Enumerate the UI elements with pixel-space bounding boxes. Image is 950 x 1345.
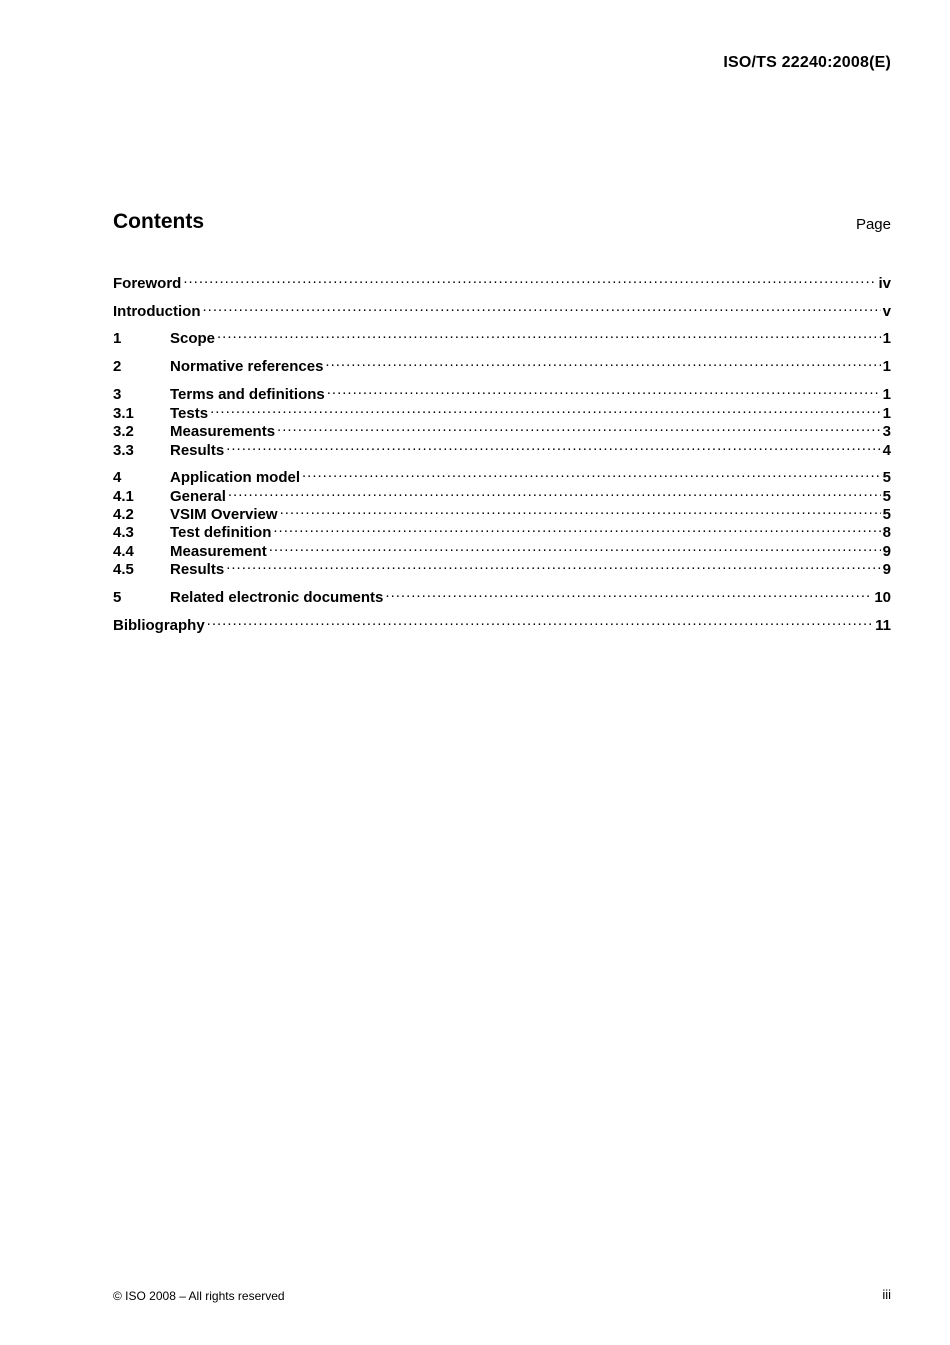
toc-entry-page: v <box>882 303 891 320</box>
toc-entry-page: 1 <box>882 405 891 422</box>
toc-entry-title: Bibliography <box>113 617 205 634</box>
toc-entry[interactable] <box>113 399 891 422</box>
toc-entry-page: iv <box>878 275 891 292</box>
toc-entry-number: 4.2 <box>113 506 134 523</box>
toc-entry-number: 3.1 <box>113 405 134 422</box>
toc-entry-page: 9 <box>882 561 891 578</box>
toc-entry[interactable] <box>113 352 891 375</box>
toc-entry[interactable] <box>113 297 891 320</box>
toc-entry-page: 11 <box>875 617 891 634</box>
toc-entry-page: 9 <box>882 543 891 560</box>
toc-entry-page: 4 <box>882 442 891 459</box>
toc-entry[interactable] <box>113 611 891 634</box>
toc-entry-page: 5 <box>882 469 891 486</box>
toc-dot-leader <box>226 436 880 455</box>
contents-heading: Contents <box>113 210 204 233</box>
toc-dot-leader <box>207 611 873 630</box>
toc-dot-leader <box>269 537 881 556</box>
toc-entry-page: 1 <box>882 330 891 347</box>
toc-entry-title: VSIM Overview <box>170 506 278 523</box>
toc-entry-number: 4.3 <box>113 524 134 541</box>
toc-dot-leader <box>228 482 881 501</box>
toc-entry[interactable] <box>113 463 891 486</box>
toc-dot-leader <box>226 555 880 574</box>
toc-entry[interactable] <box>113 537 891 560</box>
toc-entry-number: 3.3 <box>113 442 134 459</box>
toc-dot-leader <box>210 399 881 418</box>
toc-entry-title: Measurements <box>170 423 276 440</box>
toc-entry-title: Test definition <box>170 524 272 541</box>
toc-entry-number: 5 <box>113 589 122 606</box>
footer-page-number: iii <box>882 1287 891 1302</box>
toc-entry-page: 1 <box>882 358 891 375</box>
toc-entry[interactable] <box>113 482 891 505</box>
toc-entry[interactable] <box>113 518 891 541</box>
page-column-label: Page <box>855 216 891 233</box>
footer-copyright: © ISO 2008 – All rights reserved <box>113 1289 285 1303</box>
toc-entry-number: 1 <box>113 330 122 347</box>
toc-entry-title: Related electronic documents <box>170 589 384 606</box>
toc-dot-leader <box>217 324 881 343</box>
toc-dot-leader <box>183 269 876 288</box>
toc-entry-title: Application model <box>170 469 301 486</box>
toc-entry-number: 3.2 <box>113 423 134 440</box>
toc-entry[interactable] <box>113 417 891 440</box>
toc-entry-title: Results <box>170 561 225 578</box>
toc-dot-leader <box>280 500 881 519</box>
document-identifier: ISO/TS 22240:2008(E) <box>723 54 891 71</box>
toc-entry-number: 3 <box>113 386 122 403</box>
toc-entry-page: 1 <box>882 386 891 403</box>
toc-entry-title: Introduction <box>113 303 201 320</box>
toc-entry-page: 5 <box>882 506 891 523</box>
toc-entry-number: 4.4 <box>113 543 134 560</box>
toc-dot-leader <box>385 583 872 602</box>
toc-entry-page: 5 <box>882 488 891 505</box>
toc-entry-number: 2 <box>113 358 122 375</box>
toc-entry-page: 10 <box>874 589 891 606</box>
toc-dot-leader <box>202 297 880 316</box>
toc-entry[interactable] <box>113 555 891 578</box>
toc-entry-title: Measurement <box>170 543 267 560</box>
toc-entry-number: 4.5 <box>113 561 134 578</box>
toc-dot-leader <box>325 352 880 371</box>
toc-dot-leader <box>302 463 881 482</box>
toc-entry-title: Terms and definitions <box>170 386 325 403</box>
toc-entry-number: 4 <box>113 469 122 486</box>
toc-dot-leader <box>327 380 881 399</box>
toc-entry[interactable] <box>113 500 891 523</box>
toc-dot-leader <box>277 417 881 436</box>
toc-entry-title: General <box>170 488 226 505</box>
toc-entry-page: 3 <box>882 423 891 440</box>
toc-entry-title: Normative references <box>170 358 324 375</box>
toc-entry-page: 8 <box>882 524 891 541</box>
toc-entry-title: Foreword <box>113 275 182 292</box>
toc-dot-leader <box>273 518 880 537</box>
toc-entry[interactable] <box>113 380 891 403</box>
toc-entry[interactable] <box>113 324 891 347</box>
toc-entry[interactable] <box>113 269 891 292</box>
toc-entry-title: Scope <box>170 330 216 347</box>
toc-entry[interactable] <box>113 583 891 606</box>
toc-entry-number: 4.1 <box>113 488 134 505</box>
toc-entry-title: Tests <box>170 405 209 422</box>
toc-entry-title: Results <box>170 442 225 459</box>
toc-entry[interactable] <box>113 436 891 459</box>
